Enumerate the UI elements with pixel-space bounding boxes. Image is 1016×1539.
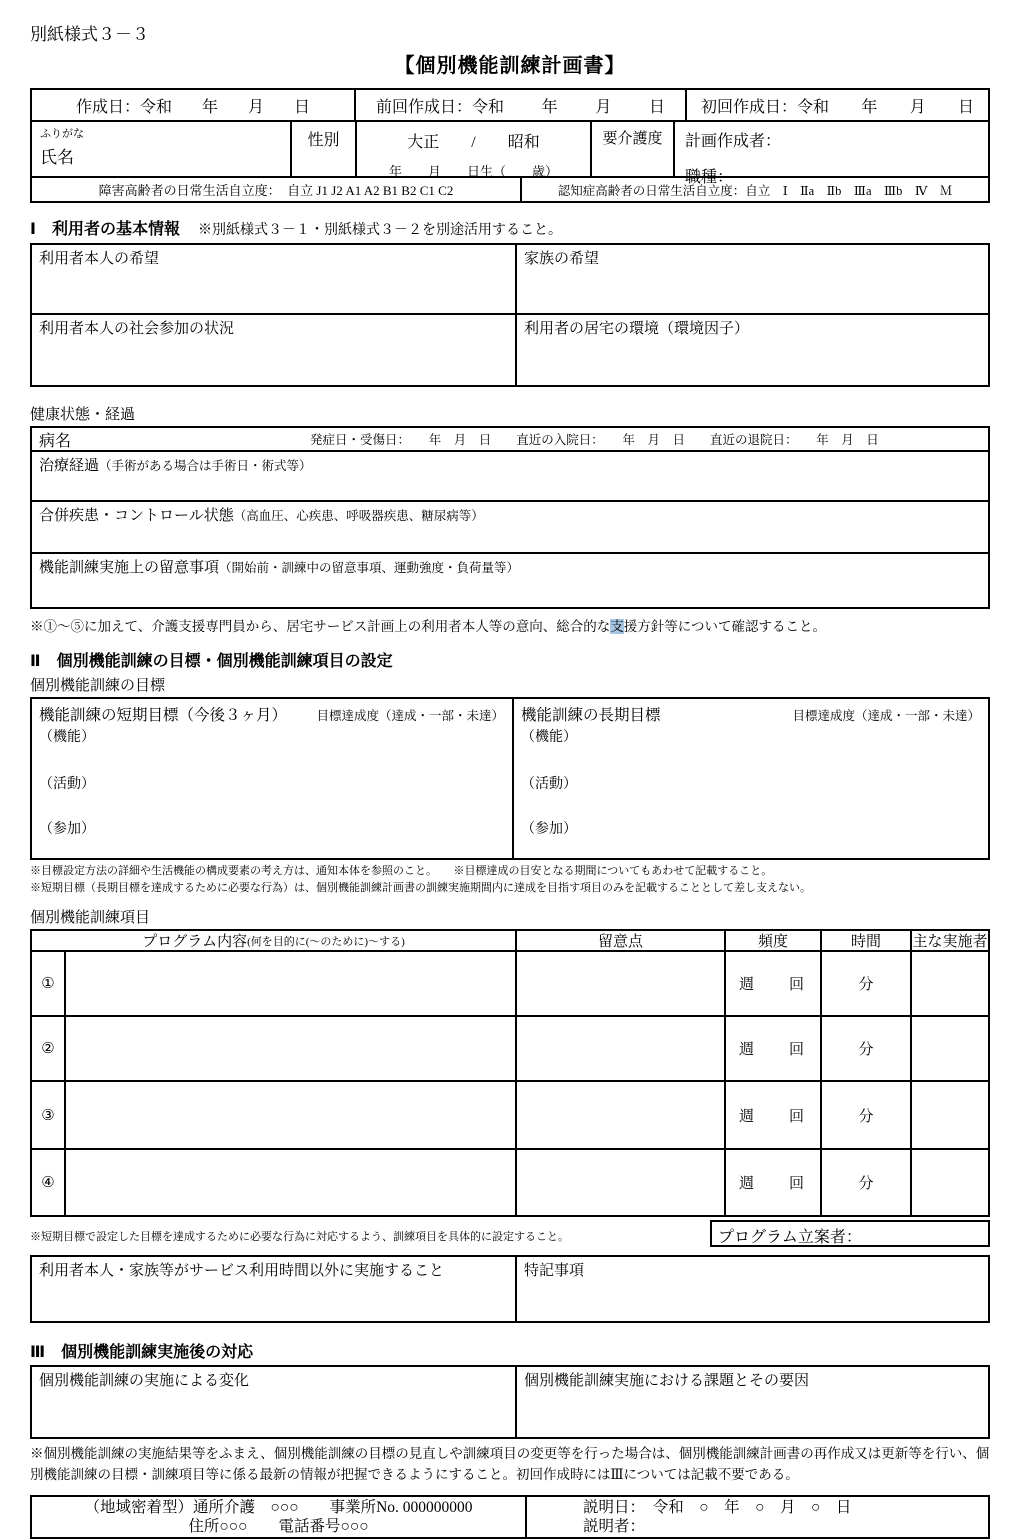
goal-item-activity: （活動） (39, 777, 95, 792)
caution-cell (517, 1150, 726, 1215)
short-term-goal-cell (32, 699, 514, 858)
frequency-cell: 週 回 (726, 1017, 822, 1080)
section2-number: Ⅱ (30, 653, 41, 670)
time-cell: 分 (822, 1017, 912, 1080)
section1-heading (30, 216, 990, 239)
caution-cell (517, 1082, 726, 1148)
previous-date-cell: 前回作成日：令和 年 月 日 (356, 90, 687, 120)
disease-name-label: 病名 (39, 432, 72, 450)
plan-author-cell (675, 122, 988, 186)
section1-note: ※別紙様式３－１・別紙様式３－２を別途活用すること。 (197, 223, 562, 238)
furigana-label: ふりがな (40, 128, 84, 140)
row-number: ③ (32, 1082, 66, 1148)
created-date-label: 作成日：令和 (76, 98, 173, 116)
special-notes-cell: 特記事項 (524, 1263, 585, 1279)
program-label: 個別機能訓練項目 (30, 910, 151, 926)
birth-line: 年 月 日生（ 歳） (388, 164, 558, 179)
plan-author-label: 計画作成者： (685, 133, 782, 150)
training-change-cell: 個別機能訓練の実施による変化 (32, 1367, 517, 1437)
gender-cell: 性別 (292, 122, 357, 176)
caution-cell (517, 952, 726, 1015)
section3-title: 個別機能訓練実施後の対応 (61, 1344, 254, 1361)
header-name-row (32, 122, 988, 186)
long-term-goal-title: 機能訓練の長期目標 (521, 707, 661, 724)
health-note: ※①～⑤に加えて、介護支援専門員から、居宅サービス計画上の利用者本人等の意向、総合的な支援方針等について確認すること。 (30, 619, 826, 634)
goal-item-participation: （参加） (521, 822, 577, 837)
header-dates-row (32, 90, 988, 122)
goals-notes: ※目標設定方法の詳細や生活機能の構成要素の考え方は、通知本体を参照のこと。 ※目標達成の目安となる期間についてもあわせて記載すること。 ※短期目標（長期目標を達成するために必要な行為）は、個別機能訓練計画書の訓練実施期間内に達成を目指す項目のみを記載することとして差し支えない。 (30, 865, 811, 894)
name-label: 氏名 (40, 148, 74, 167)
comorbidity-cell: 合併疾患・コントロール状態（高血圧、心疾患、呼吸器疾患、糖尿病等） (39, 508, 484, 524)
short-term-goal-title: 機能訓練の短期目標（今後３ヶ月） (39, 707, 288, 724)
program-content-cell (66, 1082, 517, 1148)
disability-independence-label: 障害高齢者の日常生活自立度： 自立 J1 J2 A1 A2 B1 B2 C1 C2 (32, 178, 522, 201)
basic-info-table (30, 243, 990, 387)
header-table (30, 88, 990, 203)
form-code: 別紙様式３－３ (30, 25, 149, 44)
staff-cell (912, 1082, 988, 1148)
caution-header: 留意点 (517, 931, 726, 950)
care-level-cell: 要介護度 (592, 122, 675, 176)
previous-date-label: 前回作成日：令和 (376, 98, 505, 116)
onset-dates-line: 発症日・受傷日： 年 月 日 直近の入院日： 年 月 日 直近の退院日： 年 月 日 (310, 433, 879, 447)
frequency-cell: 週 回 (726, 952, 822, 1015)
office-line1: （地域密着型）通所介護 ○○○ 事業所No. 000000000 (84, 1498, 473, 1516)
program-row-2 (32, 1017, 988, 1082)
after-training-table (30, 1365, 990, 1439)
section2-heading (30, 648, 990, 671)
long-term-goal-cell (514, 699, 988, 858)
time-cell: 分 (822, 1150, 912, 1215)
program-note: ※短期目標で設定した目標を達成するために必要な行為に対応するよう、訓練項目を具体的に設定すること。 (30, 1231, 569, 1243)
explanation-cell (527, 1497, 988, 1537)
first-date-cell: 初回作成日：令和 年 月 日 (687, 90, 988, 120)
home-practice-cell: 利用者本人・家族等がサービス利用時間以外に実施すること (32, 1257, 517, 1321)
row-number: ④ (32, 1150, 66, 1215)
program-content-cell (66, 952, 517, 1015)
created-date-cell: 作成日：令和 年 月 日 (32, 90, 356, 120)
frequency-cell: 週 回 (726, 1150, 822, 1215)
staff-cell (912, 1150, 988, 1215)
time-header: 時間 (822, 931, 912, 950)
short-term-achievement-label: 目標達成度（達成・一部・未達） (316, 709, 504, 723)
program-row-3 (32, 1082, 988, 1150)
social-participation-cell: 利用者本人の社会参加の状況 (32, 315, 517, 385)
goal-item-activity: （活動） (521, 777, 577, 792)
family-hope-cell: 家族の希望 (524, 251, 600, 267)
frequency-cell: 週 回 (726, 1082, 822, 1148)
program-content-header: プログラム内容 (何を目的に(～のために)～する) (32, 931, 517, 950)
program-header-row (32, 931, 988, 952)
section1-number: Ⅰ (30, 221, 36, 238)
program-row-4 (32, 1150, 988, 1215)
goals-table (30, 697, 990, 860)
program-planner-box: プログラム立案者： (710, 1220, 990, 1247)
office-line2: 住所○○○ 電話番号○○○ (188, 1517, 369, 1535)
health-section-label: 健康状態・経過 (30, 407, 136, 423)
birthdate-cell (357, 122, 592, 179)
section3-number: Ⅲ (30, 1344, 46, 1361)
program-row-1 (32, 952, 988, 1017)
job-type-label: 職種： (685, 169, 734, 186)
training-caution-cell: 機能訓練実施上の留意事項（開始前・訓練中の留意事項、運動強度・負荷量等） (39, 560, 520, 576)
time-cell: 分 (822, 952, 912, 1015)
footer-table (30, 1495, 990, 1539)
row-number: ② (32, 1017, 66, 1080)
home-environment-cell: 利用者の居宅の環境（環境因子） (524, 321, 750, 337)
section1-title: 利用者の基本情報 (51, 221, 180, 238)
home-practice-table (30, 1255, 990, 1323)
time-cell: 分 (822, 1082, 912, 1148)
staff-cell (912, 1017, 988, 1080)
frequency-header: 頻度 (726, 931, 822, 950)
program-table (30, 929, 990, 1217)
program-content-cell (66, 1017, 517, 1080)
staff-cell (912, 952, 988, 1015)
section3-heading (30, 1339, 990, 1362)
office-info-cell (32, 1497, 527, 1537)
long-term-achievement-label: 目標達成度（達成・一部・未達） (792, 709, 980, 723)
staff-header: 主な実施者 (912, 934, 988, 950)
goal-item-participation: （参加） (39, 822, 95, 837)
goals-label: 個別機能訓練の目標 (30, 678, 166, 694)
highlighted-character: 支 (610, 619, 624, 634)
era-line: 大正 / 昭和 (407, 134, 540, 151)
dementia-independence-label: 認知症高齢者の日常生活自立度：自立 Ⅰ Ⅱa Ⅱb Ⅲa Ⅲb Ⅳ Ｍ (557, 184, 953, 198)
row-number: ① (32, 952, 66, 1015)
goal-item-function: （機能） (521, 730, 577, 745)
caution-cell (517, 1017, 726, 1080)
after-training-note: ※個別機能訓練の実施結果等をふまえ、個別機能訓練の目標の見直しや訓練項目の変更等を行った場合は、個別機能訓練計画書の再作成又は更新等を行い、個別機能訓練の目標・訓練項目等に係る最新の情報が把握できるようにすること。初回作成時にはⅢについては記載不要である。 (30, 1446, 990, 1482)
health-table (30, 426, 990, 609)
treatment-history-cell: 治療経過（手術がある場合は手術日・術式等） (39, 458, 312, 474)
name-cell (32, 122, 292, 176)
goal-item-function: （機能） (39, 730, 95, 745)
header-independence-row (32, 178, 988, 201)
explanation-date: 説明日： 令和 ○ 年 ○ 月 ○ 日 (583, 1498, 852, 1516)
document-title: 【個別機能訓練計画書】 (394, 55, 626, 77)
training-issues-cell: 個別機能訓練実施における課題とその要因 (524, 1373, 810, 1389)
user-hope-cell: 利用者本人の希望 (32, 245, 517, 313)
program-content-cell (66, 1150, 517, 1215)
explainer-label: 説明者： (583, 1517, 646, 1535)
first-date-label: 初回作成日：令和 (701, 98, 830, 116)
section2-title: 個別機能訓練の目標・個別機能訓練項目の設定 (56, 653, 393, 670)
